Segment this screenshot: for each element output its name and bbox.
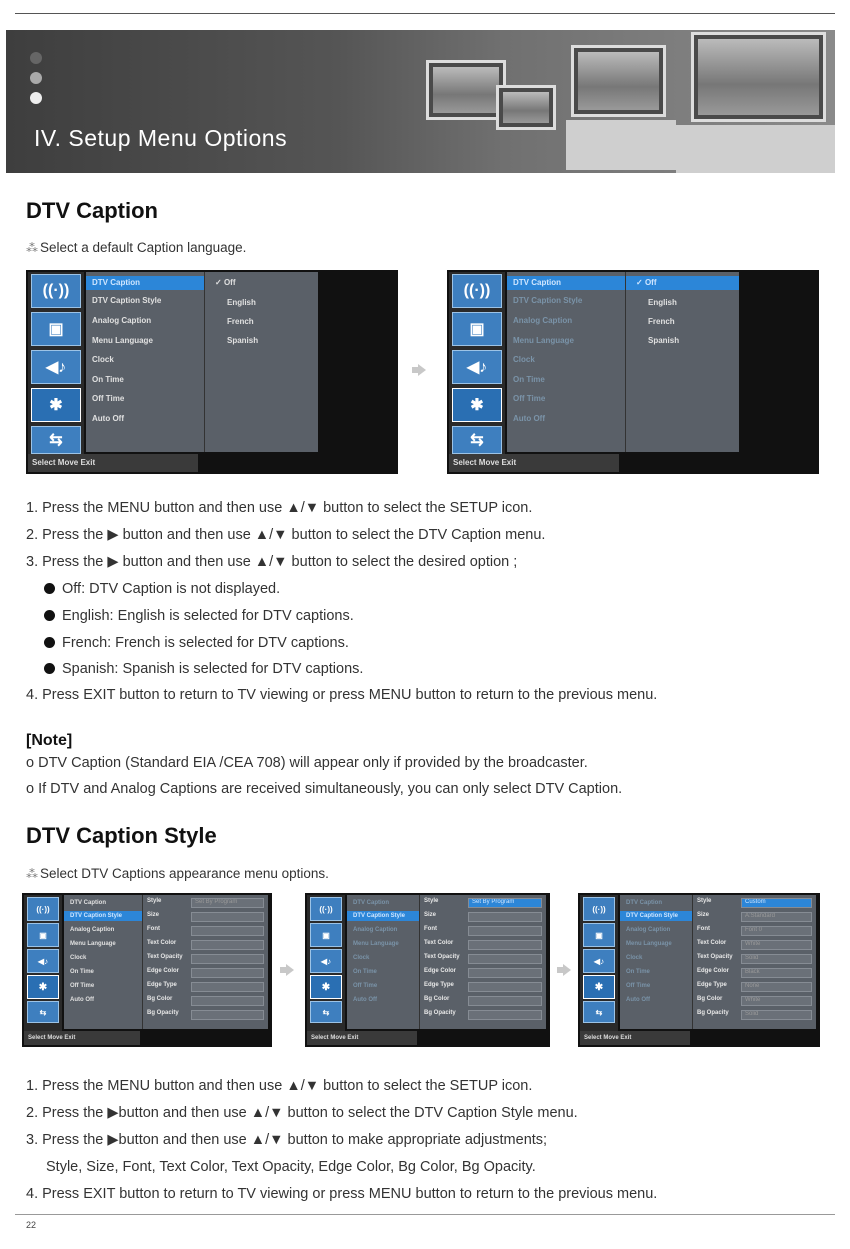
option-off[interactable]: ✓ Off	[626, 276, 739, 290]
input-icon: ⇆	[452, 426, 502, 454]
osd-footer: Select Move Exit	[28, 454, 198, 472]
tip-label: Select a default Caption language.	[40, 240, 247, 255]
menu-item[interactable]: DTV Caption Style	[92, 296, 162, 305]
step-text: Style, Size, Font, Text Color, Text Opacity, Edge Color, Bg Color, Bg Opacity.	[46, 1159, 536, 1175]
step-text: 3. Press the ▶button and then use ▲/▼ button to make appropriate adjustments;	[26, 1132, 548, 1148]
gear-icon: ✱	[452, 388, 502, 422]
style-value[interactable]	[468, 982, 542, 992]
menu-item[interactable]: Analog Caption	[92, 316, 152, 325]
menu-item[interactable]: Analog Caption	[513, 316, 573, 325]
antenna-icon: ((·))	[310, 897, 342, 921]
style-value[interactable]	[191, 912, 264, 922]
style-label: Text Color	[424, 940, 454, 946]
menu-item[interactable]: Analog Caption	[626, 927, 671, 933]
style-value[interactable]	[191, 940, 264, 950]
osd-footer: Select Move Exit	[449, 454, 619, 472]
menu-item[interactable]: On Time	[70, 969, 94, 975]
style-label: Bg Opacity	[147, 1010, 179, 1016]
step-text: 2. Press the ▶ button and then use ▲/▼ button to select the DTV Caption menu.	[26, 527, 546, 543]
menu-item[interactable]: On Time	[626, 969, 650, 975]
option-french[interactable]: French	[648, 317, 675, 326]
menu-item-dtv-caption-style[interactable]: DTV Caption Style	[347, 911, 419, 921]
note-text: o DTV Caption (Standard EIA /CEA 708) will appear only if provided by the broadcaster.	[26, 755, 588, 771]
bullet-icon	[44, 637, 55, 648]
style-label: Edge Color	[147, 968, 180, 974]
style-label: Text Opacity	[424, 954, 460, 960]
osd-footer: Select Move Exit	[307, 1031, 417, 1045]
bullet-icon	[44, 583, 55, 594]
menu-item[interactable]: DTV Caption	[70, 900, 106, 906]
style-value[interactable]	[468, 940, 542, 950]
osd-screen-1	[26, 270, 398, 474]
menu-item[interactable]: Clock	[513, 355, 535, 364]
tv-image	[496, 85, 556, 130]
step-text: 2. Press the ▶button and then use ▲/▼ button to select the DTV Caption Style menu.	[26, 1105, 578, 1121]
option-spanish[interactable]: Spanish	[648, 336, 680, 345]
osd-style-screen-1	[22, 893, 272, 1047]
menu-item[interactable]: Clock	[353, 955, 370, 961]
banner-title: IV. Setup Menu Options	[34, 125, 288, 151]
style-value[interactable]: Solid	[741, 1010, 812, 1020]
style-label: Text Color	[147, 940, 177, 946]
style-label: Text Opacity	[697, 954, 733, 960]
antenna-icon: ((·))	[27, 897, 59, 921]
sound-icon: ◀♪	[31, 350, 81, 384]
top-rule	[15, 13, 835, 14]
style-value[interactable]: Custom	[741, 898, 812, 908]
option-english[interactable]: English	[648, 298, 677, 307]
page-number: 22	[26, 1220, 37, 1230]
picture-icon: ▣	[583, 923, 615, 947]
style-value[interactable]	[468, 1010, 542, 1020]
menu-item[interactable]: Auto Off	[626, 997, 650, 1003]
style-value[interactable]	[468, 954, 542, 964]
style-label: Style	[424, 898, 439, 904]
style-value[interactable]	[191, 954, 264, 964]
style-label: Edge Color	[424, 968, 457, 974]
input-icon: ⇆	[583, 1001, 615, 1023]
osd-icon-column	[449, 272, 505, 472]
bullet-item: Spanish: Spanish is selected for DTV captions.	[44, 661, 363, 677]
menu-item[interactable]: DTV Caption	[353, 900, 389, 906]
menu-item[interactable]: Clock	[92, 355, 114, 364]
style-value[interactable]: White	[741, 996, 812, 1006]
style-value[interactable]: White	[741, 940, 812, 950]
menu-item[interactable]: On Time	[92, 375, 124, 384]
osd-footer: Select Move Exit	[24, 1031, 140, 1045]
menu-item-dtv-caption-style[interactable]: DTV Caption Style	[620, 911, 692, 921]
note-heading: [Note]	[26, 732, 73, 749]
menu-item[interactable]: Auto Off	[70, 997, 94, 1003]
input-icon: ⇆	[31, 426, 81, 454]
style-value[interactable]: Set By Program	[468, 898, 542, 908]
style-value[interactable]	[468, 926, 542, 936]
banner-dot	[30, 72, 42, 84]
menu-item[interactable]: Menu Language	[92, 336, 153, 345]
bottom-rule	[15, 1214, 835, 1215]
option-spanish[interactable]: Spanish	[227, 336, 259, 345]
section-banner	[6, 30, 835, 173]
menu-item[interactable]: On Time	[353, 969, 377, 975]
tip-text	[26, 866, 329, 881]
tip-text	[26, 240, 246, 255]
style-value[interactable]	[191, 926, 264, 936]
menu-item[interactable]: DTV Caption	[626, 900, 662, 906]
picture-icon: ▣	[452, 312, 502, 346]
option-french[interactable]: French	[227, 317, 254, 326]
antenna-icon: ((·))	[583, 897, 615, 921]
style-value[interactable]: Black	[741, 968, 812, 978]
style-label: Edge Type	[424, 982, 454, 988]
osd-footer: Select Move Exit	[580, 1031, 690, 1045]
style-label: Font	[424, 926, 437, 932]
banner-dot	[30, 92, 42, 104]
picture-icon: ▣	[310, 923, 342, 947]
style-value[interactable]	[468, 968, 542, 978]
osd-menu	[347, 895, 419, 1029]
picture-icon: ▣	[31, 312, 81, 346]
osd-submenu	[204, 272, 318, 452]
arrow-right-icon	[563, 964, 571, 976]
gear-icon: ✱	[27, 975, 59, 999]
osd-icon-column	[24, 895, 62, 1045]
tip-label: Select DTV Captions appearance menu options.	[40, 866, 329, 881]
style-value[interactable]	[191, 996, 264, 1006]
antenna-icon: ((·))	[452, 274, 502, 308]
sound-icon: ◀♪	[452, 350, 502, 384]
style-value[interactable]: Set By Program	[191, 898, 264, 908]
gear-icon: ✱	[583, 975, 615, 999]
arrow-right-icon	[418, 364, 426, 376]
menu-item[interactable]: Analog Caption	[353, 927, 398, 933]
style-value[interactable]	[468, 996, 542, 1006]
bullet-item: French: French is selected for DTV captions.	[44, 635, 349, 651]
menu-item[interactable]: Off Time	[92, 394, 125, 403]
style-label: Text Opacity	[147, 954, 183, 960]
menu-item[interactable]: On Time	[513, 375, 545, 384]
section-heading: DTV Caption	[26, 198, 158, 223]
menu-item[interactable]: Off Time	[626, 983, 651, 989]
style-label: Bg Opacity	[697, 1010, 729, 1016]
style-label: Size	[424, 912, 437, 918]
style-value[interactable]	[191, 1010, 264, 1020]
menu-item[interactable]: Auto Off	[92, 414, 124, 423]
antenna-icon: ((·))	[31, 274, 81, 308]
step-text: 3. Press the ▶ button and then use ▲/▼ button to select the desired option ;	[26, 554, 518, 570]
tv-image	[571, 45, 666, 117]
osd-style-submenu	[142, 895, 268, 1029]
bullet-item: Off: DTV Caption is not displayed.	[44, 581, 280, 597]
osd-screen-2	[447, 270, 819, 474]
osd-menu	[507, 272, 625, 452]
menu-item[interactable]: DTV Caption Style	[513, 296, 583, 305]
osd-style-submenu	[419, 895, 546, 1029]
menu-item[interactable]: Clock	[70, 955, 87, 961]
sparkle-icon: ⁂	[26, 241, 38, 255]
style-label: Style	[697, 898, 712, 904]
style-label: Text Color	[697, 940, 727, 946]
menu-item[interactable]: Analog Caption	[70, 927, 115, 933]
menu-item[interactable]: Off Time	[353, 983, 378, 989]
menu-item[interactable]: Off Time	[70, 983, 95, 989]
bullet-icon	[44, 663, 55, 674]
input-icon: ⇆	[310, 1001, 342, 1023]
osd-menu	[86, 272, 204, 452]
style-label: Edge Type	[147, 982, 177, 988]
style-label: Bg Color	[697, 996, 723, 1002]
step-text: 1. Press the MENU button and then use ▲/▼ button to select the SETUP icon.	[26, 1078, 533, 1094]
style-label: Edge Color	[697, 968, 730, 974]
menu-item[interactable]: Auto Off	[353, 997, 377, 1003]
style-value[interactable]: Solid	[741, 954, 812, 964]
step-text: 1. Press the MENU button and then use ▲/▼ button to select the SETUP icon.	[26, 500, 533, 516]
style-label: Size	[697, 912, 710, 918]
sound-icon: ◀♪	[310, 949, 342, 973]
menu-item[interactable]: Off Time	[513, 394, 546, 403]
osd-menu	[64, 895, 142, 1029]
osd-submenu	[625, 272, 739, 452]
osd-icon-column	[580, 895, 618, 1045]
osd-style-screen-2	[305, 893, 550, 1047]
style-label: Bg Color	[147, 996, 173, 1002]
option-off[interactable]: ✓ Off	[215, 278, 236, 287]
gear-icon: ✱	[310, 975, 342, 999]
style-label: Size	[147, 912, 160, 918]
style-label: Style	[147, 898, 162, 904]
tv-image	[426, 60, 506, 120]
menu-item[interactable]: Menu Language	[513, 336, 574, 345]
menu-item[interactable]: Auto Off	[513, 414, 545, 423]
tv-stand	[676, 125, 835, 173]
menu-item-dtv-caption-style[interactable]: DTV Caption Style	[64, 911, 142, 921]
arrow-right-icon	[286, 964, 294, 976]
input-icon: ⇆	[27, 1001, 59, 1023]
bullet-icon	[44, 610, 55, 621]
sparkle-icon: ⁂	[26, 867, 38, 881]
tv-stand	[566, 120, 676, 170]
tv-image	[691, 32, 826, 122]
osd-menu	[620, 895, 692, 1029]
osd-style-submenu	[692, 895, 816, 1029]
step-text: 4. Press EXIT button to return to TV viewing or press MENU button to return to the previous menu.	[26, 687, 658, 703]
osd-icon-column	[307, 895, 345, 1045]
note-text: o If DTV and Analog Captions are received simultaneously, you can only select DTV Caption.	[26, 781, 623, 797]
step-text: 4. Press EXIT button to return to TV viewing or press MENU button to return to the previous menu.	[26, 1186, 658, 1202]
style-value[interactable]: Font 0	[741, 926, 812, 936]
style-label: Edge Type	[697, 982, 727, 988]
style-value[interactable]	[191, 968, 264, 978]
style-label: Font	[147, 926, 160, 932]
sound-icon: ◀♪	[27, 949, 59, 973]
banner-dot	[30, 52, 42, 64]
menu-item-dtv-caption[interactable]: DTV Caption	[86, 276, 204, 290]
sound-icon: ◀♪	[583, 949, 615, 973]
osd-style-screen-3	[578, 893, 820, 1047]
menu-item[interactable]: Menu Language	[626, 941, 672, 947]
menu-item[interactable]: Menu Language	[353, 941, 399, 947]
section-heading: DTV Caption Style	[26, 823, 217, 848]
menu-item[interactable]: Clock	[626, 955, 643, 961]
style-value[interactable]	[468, 912, 542, 922]
style-value[interactable]: A:Standard	[741, 912, 812, 922]
gear-icon: ✱	[31, 388, 81, 422]
style-label: Bg Opacity	[424, 1010, 456, 1016]
bullet-item: English: English is selected for DTV captions.	[44, 608, 354, 624]
option-english[interactable]: English	[227, 298, 256, 307]
osd-icon-column	[28, 272, 84, 472]
menu-item-dtv-caption[interactable]: DTV Caption	[507, 276, 625, 290]
style-value[interactable]	[191, 982, 264, 992]
menu-item[interactable]: Menu Language	[70, 941, 116, 947]
style-label: Font	[697, 926, 710, 932]
picture-icon: ▣	[27, 923, 59, 947]
style-value[interactable]: None	[741, 982, 812, 992]
style-label: Bg Color	[424, 996, 450, 1002]
